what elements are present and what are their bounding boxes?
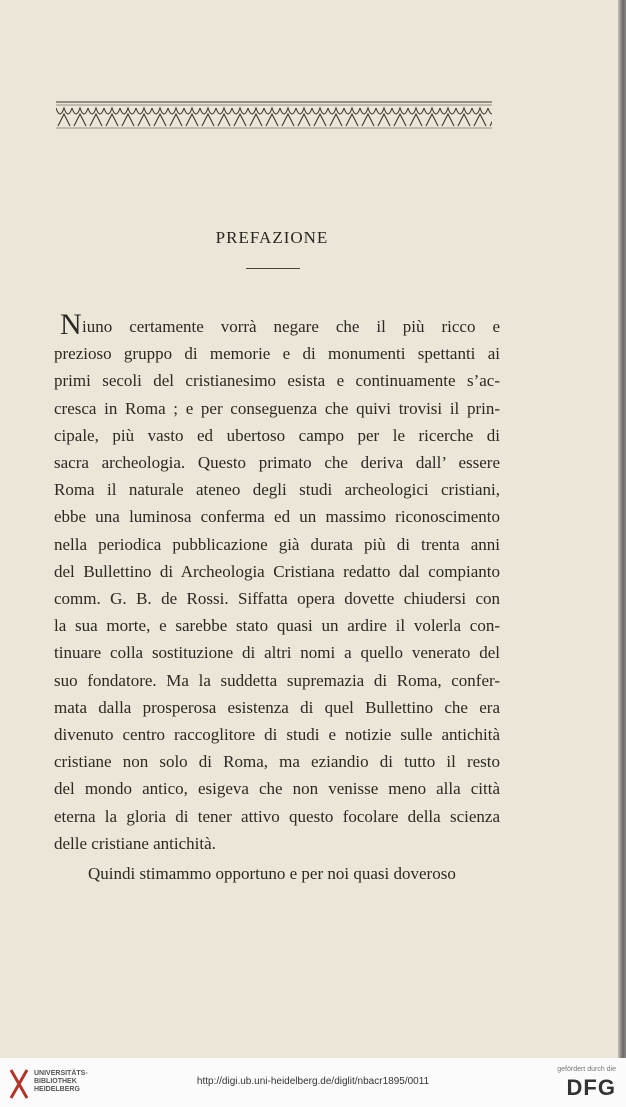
paragraph-line: nella periodica pubblicazione già durata più di trenta anni (54, 534, 500, 554)
paragraph-line: la sua morte, e sarebbe stato quasi un ardire il volerla con- (54, 616, 500, 636)
dfg-logo: DFG (566, 1075, 616, 1100)
paragraph-line: tinuare colla sostituzione di altri nomi a quello venerato del (54, 643, 500, 663)
library-name-line: BIBLIOTHEK (34, 1078, 77, 1085)
paragraph-line: delle cristiane antichità. (54, 833, 216, 853)
paragraph-line: Roma il naturale ateneo degli studi archeologici cristiani, (54, 480, 500, 500)
paragraph-line: sacra archeologia. Questo primato che deriva dall’ essere (54, 453, 500, 472)
paragraph-line: cipale, più vasto ed ubertoso campo per le ricerche di (54, 425, 500, 445)
paragraph-line: mata dalla prosperosa esistenza di quel Bullettino che era (54, 697, 500, 717)
paragraph-line: divenuto centro raccoglitore di studi e notizie sulle antichità (54, 725, 500, 744)
paragraph-line: comm. G. B. de Rossi. Siffatta opera dovette chiudersi con (54, 589, 500, 608)
paragraph-line: cristiane non solo di Roma, ma eziandio di tutto il resto (54, 752, 500, 772)
library-name-line: HEIDELBERG (34, 1086, 80, 1093)
library-name-line: UNIVERSITÄTS- (34, 1070, 88, 1077)
page-title: PREFAZIONE (215, 228, 329, 247)
funder-caption: gefördert durch die (557, 1066, 616, 1073)
drop-cap: N (60, 308, 82, 341)
page-edge-shadow (618, 0, 626, 1058)
paragraph-line: del mondo antico, esigeva che non venisse meno alla città (54, 779, 500, 799)
paragraph-line: suo fondatore. Ma la suddetta supremazia di Roma, confer- (54, 670, 500, 690)
source-url-link[interactable]: http://digi.ub.uni-heidelberg.de/diglit/nbacr1895/0011 (196, 1076, 430, 1087)
paragraph-line: del Bullettino di Archeologia Cristiana redatto dal compianto (54, 561, 500, 581)
paragraph-line: eterna la gloria di tener attivo questo focolare della scienza (54, 806, 500, 826)
decorative-header-ornament (56, 100, 492, 132)
paragraph-line: primi secoli del cristianesimo esista e continuamente s’ac- (54, 371, 500, 391)
next-paragraph-line: Quindi stimammo opportuno e per noi quasi doveroso (88, 864, 456, 883)
paragraph-line: ebbe una luminosa conferma ed un massimo riconoscimento (54, 507, 500, 527)
paragraph-line: prezioso gruppo di memorie e di monumenti spettanti ai (54, 344, 500, 364)
title-rule (246, 268, 300, 269)
paragraph-line: iuno certamente vorrà negare che il più ricco e (82, 317, 500, 336)
footer-bar (0, 1058, 626, 1107)
paragraph-line: cresca in Roma ; e per conseguenza che quivi trovisi il prin- (54, 398, 500, 418)
